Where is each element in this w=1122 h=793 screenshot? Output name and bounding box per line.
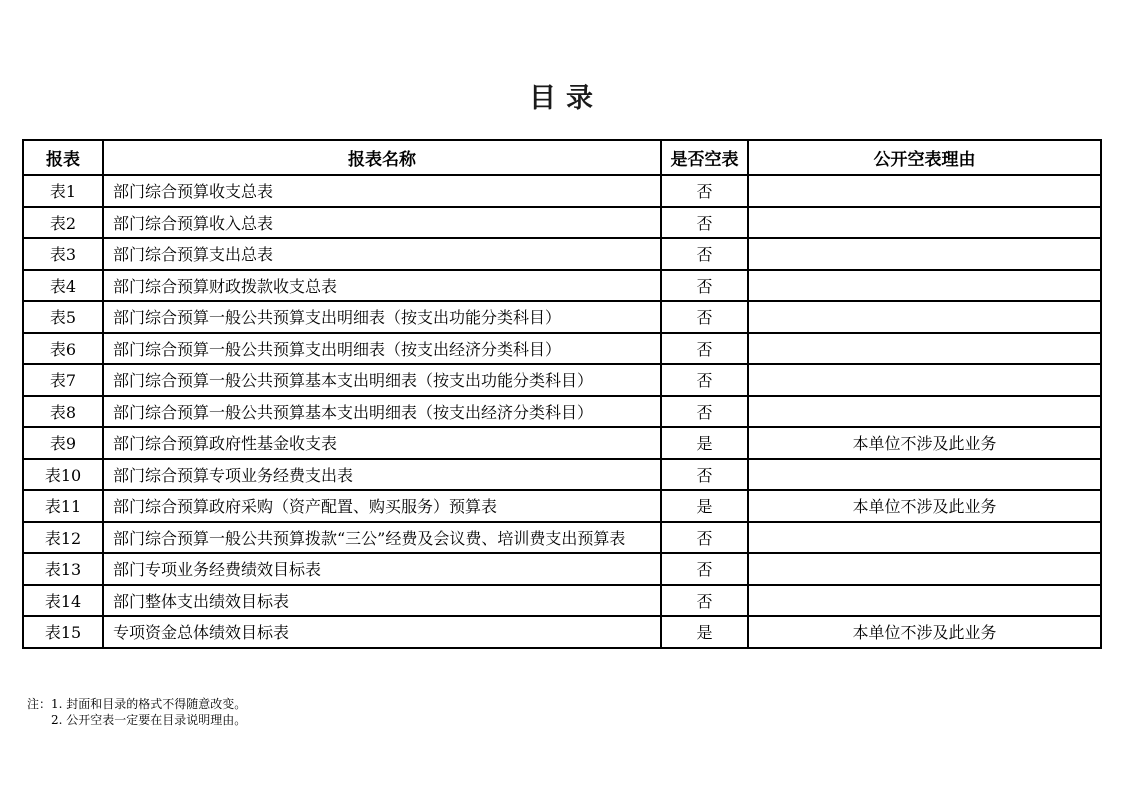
is-empty-cell: 否 [661,553,748,585]
report-name-cell: 部门综合预算收支总表 [103,175,661,207]
empty-reason-cell: 本单位不涉及此业务 [748,490,1101,522]
table-row [23,490,1101,522]
empty-reason-cell: 本单位不涉及此业务 [748,616,1101,648]
report-id-cell: 表5 [23,301,103,333]
table-row [23,522,1101,554]
empty-reason-cell [748,459,1101,491]
table-row [23,459,1101,491]
toc-table [22,139,1102,649]
report-id-cell: 表9 [23,427,103,459]
table-row [23,427,1101,459]
report-id-cell: 表15 [23,616,103,648]
report-name-cell: 部门专项业务经费绩效目标表 [103,553,661,585]
is-empty-cell: 否 [661,301,748,333]
table-row [23,175,1101,207]
is-empty-cell: 否 [661,364,748,396]
report-id-cell: 表3 [23,238,103,270]
report-name-cell: 部门整体支出绩效目标表 [103,585,661,617]
report-name-cell: 部门综合预算一般公共预算支出明细表（按支出功能分类科目） [103,301,661,333]
report-name-cell: 部门综合预算财政拨款收支总表 [103,270,661,302]
is-empty-cell: 否 [661,333,748,365]
empty-reason-cell [748,364,1101,396]
report-id-cell: 表12 [23,522,103,554]
is-empty-cell: 是 [661,427,748,459]
report-name-cell: 部门综合预算一般公共预算基本支出明细表（按支出功能分类科目） [103,364,661,396]
report-id-cell: 表4 [23,270,103,302]
empty-reason-cell [748,553,1101,585]
header-is-empty: 是否空表 [661,140,748,175]
empty-reason-cell: 本单位不涉及此业务 [748,427,1101,459]
empty-reason-cell [748,301,1101,333]
report-name-cell: 专项资金总体绩效目标表 [103,616,661,648]
report-id-cell: 表7 [23,364,103,396]
empty-reason-cell [748,333,1101,365]
table-row [23,364,1101,396]
header-row [23,140,1101,175]
is-empty-cell: 否 [661,175,748,207]
report-name-cell: 部门综合预算一般公共预算支出明细表（按支出经济分类科目） [103,333,661,365]
report-id-cell: 表8 [23,396,103,428]
report-name-cell: 部门综合预算政府采购（资产配置、购买服务）预算表 [103,490,661,522]
toc-table-body [23,175,1101,648]
table-row [23,553,1101,585]
table-row [23,270,1101,302]
report-id-cell: 表14 [23,585,103,617]
table-row [23,585,1101,617]
toc-table-header [23,140,1101,175]
footnote-line: 1. 封面和目录的格式不得随意改变。 [51,697,247,711]
is-empty-cell: 否 [661,522,748,554]
report-id-cell: 表13 [23,553,103,585]
is-empty-cell: 否 [661,396,748,428]
empty-reason-cell [748,238,1101,270]
report-id-cell: 表11 [23,490,103,522]
report-id-cell: 表6 [23,333,103,365]
is-empty-cell: 是 [661,490,748,522]
table-row [23,616,1101,648]
report-name-cell: 部门综合预算专项业务经费支出表 [103,459,661,491]
table-row [23,333,1101,365]
is-empty-cell: 否 [661,238,748,270]
empty-reason-cell [748,270,1101,302]
page-title: 目录 [529,83,603,114]
is-empty-cell: 否 [661,207,748,239]
empty-reason-cell [748,522,1101,554]
report-name-cell: 部门综合预算支出总表 [103,238,661,270]
report-id-cell: 表10 [23,459,103,491]
report-id-cell: 表2 [23,207,103,239]
footnotes-lines [51,696,246,728]
table-row [23,238,1101,270]
empty-reason-cell [748,207,1101,239]
report-name-cell: 部门综合预算一般公共预算基本支出明细表（按支出经济分类科目） [103,396,661,428]
report-name-cell: 部门综合预算政府性基金收支表 [103,427,661,459]
empty-reason-cell [748,585,1101,617]
empty-reason-cell [748,396,1101,428]
report-name-cell: 部门综合预算一般公共预算拨款“三公”经费及会议费、培训费支出预算表 [103,522,661,554]
footnote-line: 2. 公开空表一定要在目录说明理由。 [51,713,247,727]
is-empty-cell: 否 [661,270,748,302]
header-empty-reason: 公开空表理由 [748,140,1101,175]
report-id-cell: 表1 [23,175,103,207]
table-row [23,301,1101,333]
is-empty-cell: 否 [661,585,748,617]
table-row [23,396,1101,428]
is-empty-cell: 否 [661,459,748,491]
footnotes [27,696,246,728]
header-report-name: 报表名称 [103,140,661,175]
is-empty-cell: 是 [661,616,748,648]
header-report-id: 报表 [23,140,103,175]
footnotes-label: 注： [27,697,52,711]
report-name-cell: 部门综合预算收入总表 [103,207,661,239]
table-row [23,207,1101,239]
empty-reason-cell [748,175,1101,207]
